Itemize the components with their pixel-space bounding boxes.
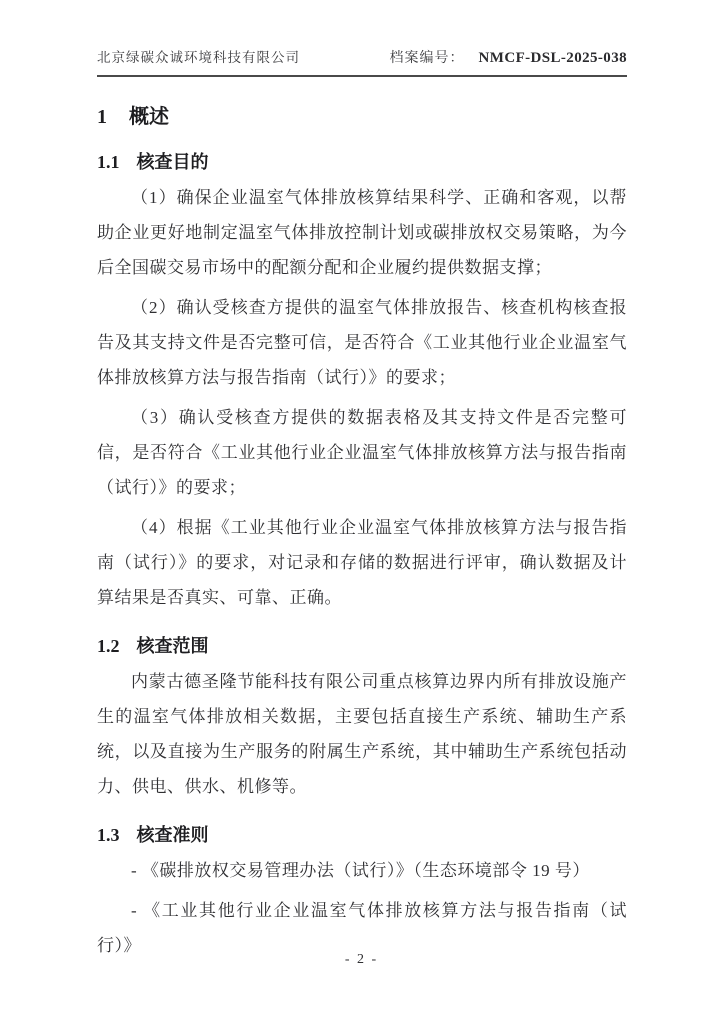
criteria-item-1: - 《碳排放权交易管理办法（试行）》（生态环境部令 19 号） xyxy=(131,861,590,880)
header-file-no xyxy=(390,47,627,67)
subsection-number: 1.1 xyxy=(97,152,120,172)
paragraph-purpose-3: （3）确认受核查方提供的数据表格及其支持文件是否完整可信，是否符合《工业其他行业企业温室气体排放核算方法与报告指南（试行）》的要求； xyxy=(97,408,627,497)
page-footer xyxy=(0,952,723,968)
subsection-title: 核查目的 xyxy=(136,152,209,172)
subsection-number: 1.2 xyxy=(97,636,120,656)
paragraph-scope: 内蒙古德圣隆节能科技有限公司重点核算边界内所有排放设施产生的温室气体排放相关数据，主要包括直接生产系统、辅助生产系统，以及直接为生产服务的附属生产系统，其中辅助生产系统包括动力、供电、供水、机修等。 xyxy=(97,672,627,796)
section-number: 1 xyxy=(97,106,107,128)
subsection-number: 1.3 xyxy=(97,825,120,845)
subsection-heading-criteria xyxy=(97,823,627,848)
file-no-label: 档案编号： xyxy=(389,51,465,66)
section-title: 概述 xyxy=(129,106,169,128)
page-number: - 2 - xyxy=(344,952,379,967)
paragraph-purpose-2: （2）确认受核查方提供的温室气体排放报告、核查机构核查报告及其支持文件是否完整可信，是否符合《工业其他行业企业温室气体排放核算方法与报告指南（试行）》的要求； xyxy=(97,298,627,387)
paragraph-purpose-4: （4）根据《工业其他行业企业温室气体排放核算方法与报告指南（试行）》的要求，对记录和存储的数据进行评审，确认数据及计算结果是否真实、可靠、正确。 xyxy=(97,518,627,607)
subsection-title: 核查范围 xyxy=(136,636,209,656)
paragraph-purpose-1: （1）确保企业温室气体排放核算结果科学、正确和客观，以帮助企业更好地制定温室气体排放控制计划或碳排放权交易策略，为今后全国碳交易市场中的配额分配和企业履约提供数据支撑； xyxy=(97,188,627,277)
section-heading-overview xyxy=(97,104,627,131)
file-no-value: NMCF-DSL-2025-038 xyxy=(478,50,627,66)
criteria-item-2: - 《工业其他行业企业温室气体排放核算方法与报告指南（试行）》 xyxy=(97,901,627,955)
subsection-heading-scope xyxy=(97,634,627,659)
subsection-title: 核查准则 xyxy=(136,825,209,845)
page-header xyxy=(97,46,627,77)
subsection-heading-purpose xyxy=(97,150,627,175)
header-company-name: 北京绿碳众诚环境科技有限公司 xyxy=(97,50,300,65)
